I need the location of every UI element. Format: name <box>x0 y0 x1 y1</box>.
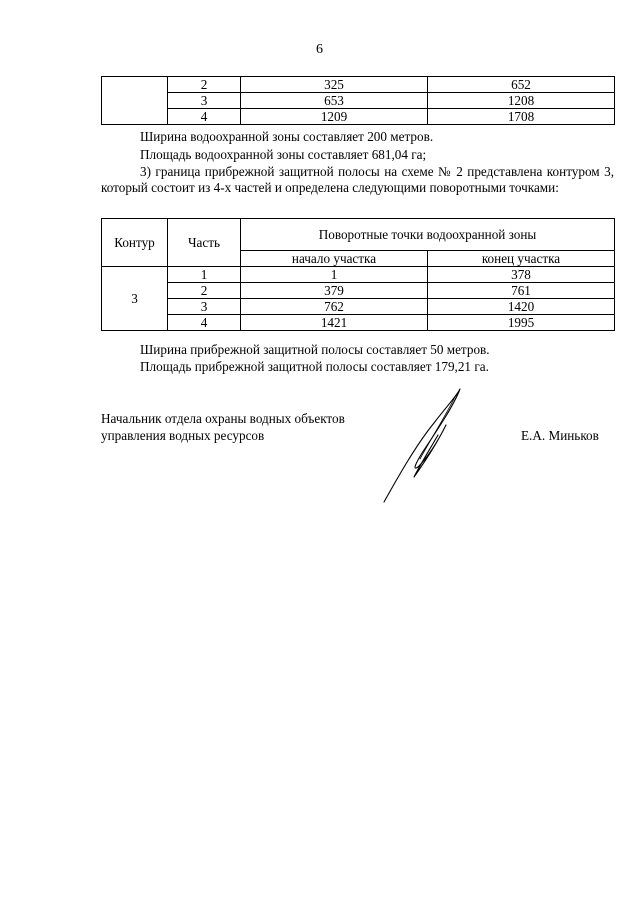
contour-cell: 3 <box>102 267 168 331</box>
header-end: конец участка <box>428 251 615 267</box>
signer-title <box>101 410 345 444</box>
start-cell: 1421 <box>241 315 428 331</box>
start-cell: 1 <box>241 267 428 283</box>
part-cell: 4 <box>168 109 241 125</box>
table-row <box>102 77 615 93</box>
end-cell: 761 <box>428 283 615 299</box>
start-cell: 762 <box>241 299 428 315</box>
continued-points-table <box>101 76 615 125</box>
table-row <box>102 315 615 331</box>
part-cell: 1 <box>168 267 241 283</box>
table-row <box>102 267 615 283</box>
part-cell: 2 <box>168 283 241 299</box>
paragraph-strip-boundary: 3) граница прибрежной защитной полосы на схеме № 2 представлена контуром 3, который состоит из 4-х частей и определена следующими поворотными точками: <box>101 164 614 195</box>
paragraph-zone-area: Площадь водоохранной зоны составляет 681,04 га; <box>140 147 427 162</box>
header-contour: Контур <box>102 219 168 267</box>
table-row <box>102 109 615 125</box>
end-cell: 652 <box>428 77 615 93</box>
table-row <box>102 299 615 315</box>
table-row <box>102 93 615 109</box>
header-start: начало участка <box>241 251 428 267</box>
handwritten-signature <box>376 385 476 505</box>
paragraph-zone-width: Ширина водоохранной зоны составляет 200 метров. <box>140 129 434 144</box>
strip-points-table <box>101 218 615 331</box>
start-cell: 653 <box>241 93 428 109</box>
paragraph-strip-area: Площадь прибрежной защитной полосы составляет 179,21 га. <box>140 359 489 374</box>
end-cell: 1208 <box>428 93 615 109</box>
end-cell: 1420 <box>428 299 615 315</box>
part-cell: 3 <box>168 93 241 109</box>
end-cell: 1995 <box>428 315 615 331</box>
start-cell: 1209 <box>241 109 428 125</box>
page-number: 6 <box>316 42 323 57</box>
end-cell: 378 <box>428 267 615 283</box>
contour-cell <box>102 77 168 125</box>
signer-title-line2: управления водных ресурсов <box>101 428 265 443</box>
end-cell: 1708 <box>428 109 615 125</box>
start-cell: 325 <box>241 77 428 93</box>
paragraph-strip-width: Ширина прибрежной защитной полосы составляет 50 метров. <box>140 342 490 357</box>
signer-name: Е.А. Миньков <box>521 428 599 443</box>
part-cell: 4 <box>168 315 241 331</box>
signer-title-line1: Начальник отдела охраны водных объектов <box>101 411 345 426</box>
start-cell: 379 <box>241 283 428 299</box>
header-points: Поворотные точки водоохранной зоны <box>241 219 615 251</box>
table-row <box>102 283 615 299</box>
header-part: Часть <box>168 219 241 267</box>
part-cell: 3 <box>168 299 241 315</box>
part-cell: 2 <box>168 77 241 93</box>
table-header-row <box>102 219 615 251</box>
